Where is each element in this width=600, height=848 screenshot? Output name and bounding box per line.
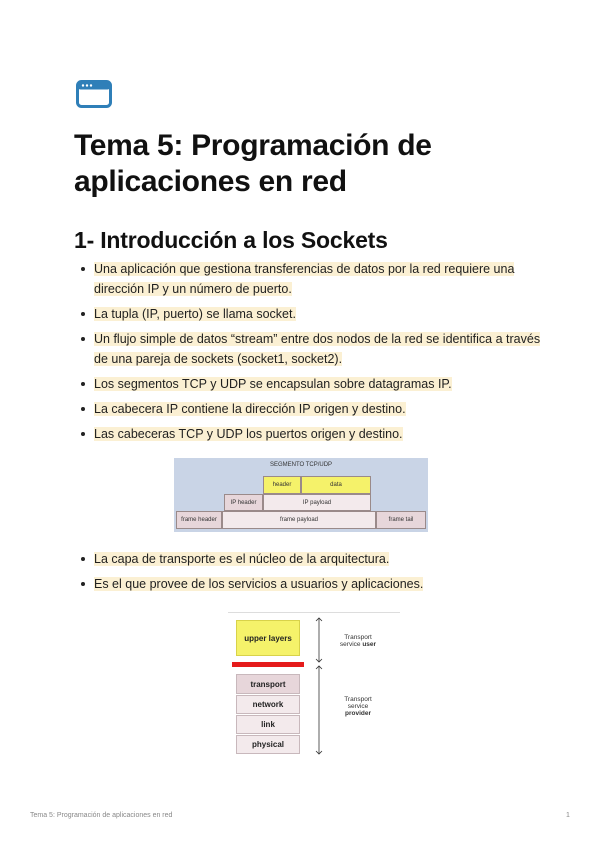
- list-item: La capa de transporte es el núcleo de la arquitectura.: [74, 549, 544, 569]
- link-layer-box: link: [236, 715, 300, 734]
- red-boundary-bar: [232, 662, 304, 667]
- service-provider-label: Transport service provider: [344, 696, 372, 717]
- list-item: Los segmentos TCP y UDP se encapsulan sobre datagramas IP.: [74, 374, 544, 394]
- transport-layers-figure: [228, 612, 400, 758]
- frame-tail-box: frame tail: [376, 511, 426, 529]
- footer-page-number: 1: [566, 812, 570, 819]
- bullet-list-intro: [74, 259, 544, 449]
- physical-layer-box: physical: [236, 735, 300, 754]
- window-icon: [76, 80, 112, 108]
- list-item: Un flujo simple de datos “stream” entre dos nodos de la red se identifica a través de una pareja de sockets (socket1, socket2).: [74, 329, 544, 369]
- transport-layer-box: transport: [236, 674, 300, 694]
- ip-header-box: IP header: [224, 494, 263, 511]
- segment-encapsulation-figure: [174, 458, 428, 532]
- section-heading: 1- Introducción a los Sockets: [74, 227, 388, 253]
- list-item: La cabecera IP contiene la dirección IP origen y destino.: [74, 399, 544, 419]
- tcp-data-box: data: [301, 476, 371, 494]
- list-item: Es el que provee de los servicios a usuarios y aplicaciones.: [74, 574, 544, 594]
- bracket-arrows: [312, 612, 326, 758]
- network-layer-box: network: [236, 695, 300, 714]
- service-user-label: Transport service user: [339, 634, 377, 648]
- frame-payload-box: frame payload: [222, 511, 376, 529]
- list-item: La tupla (IP, puerto) se llama socket.: [74, 304, 544, 324]
- page-title: Tema 5: Programación de aplicaciones en red: [74, 129, 432, 198]
- list-item: Una aplicación que gestiona transferencias de datos por la red requiere una dirección IP y un número de puerto.: [74, 259, 544, 299]
- frame-header-box: frame header: [176, 511, 222, 529]
- tcp-header-box: header: [263, 476, 301, 494]
- ip-payload-box: IP payload: [263, 494, 371, 511]
- bullet-list-transport: [74, 549, 544, 599]
- footer-doc-title: Tema 5: Programación de aplicaciones en red: [30, 812, 173, 819]
- list-item: Las cabeceras TCP y UDP los puertos origen y destino.: [74, 424, 544, 444]
- figure-caption: SEGMENTO TCP/UDP: [269, 462, 333, 468]
- upper-layers-box: upper layers: [236, 620, 300, 656]
